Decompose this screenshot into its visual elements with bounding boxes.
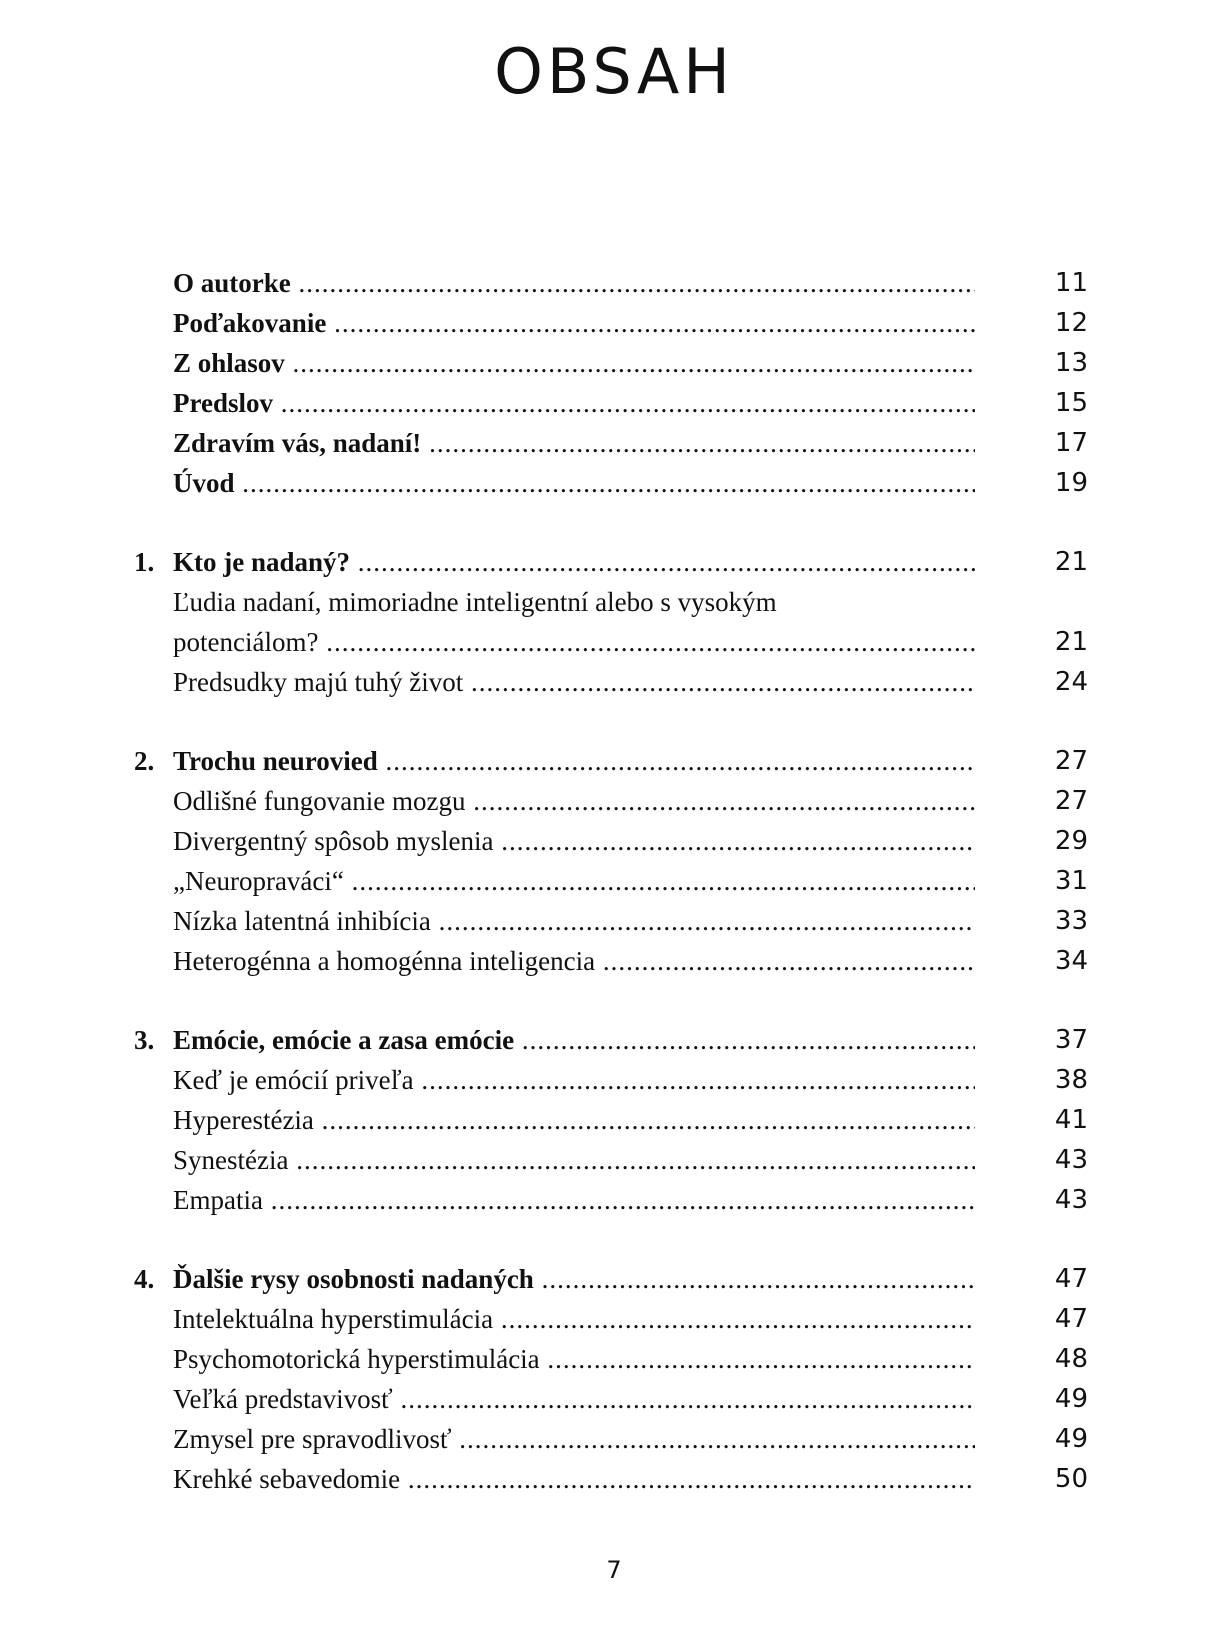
toc-entry[interactable]: [0, 263, 1228, 303]
toc-heading-title: Úvod: [173, 468, 235, 498]
toc-entry[interactable]: [0, 941, 1228, 981]
toc-entry[interactable]: [0, 662, 1228, 702]
toc-entry[interactable]: [0, 582, 1228, 662]
toc-page-number: 41: [1054, 1105, 1088, 1135]
toc-page-number: 15: [1054, 388, 1088, 418]
toc-page-number: 13: [1054, 348, 1088, 378]
toc-section: [0, 1020, 1228, 1220]
toc-entry[interactable]: [0, 1459, 1228, 1499]
chapter-number: 4.: [134, 1264, 155, 1294]
chapter-number: 2.: [134, 746, 155, 776]
toc-entry-title-continued: potenciálom?: [173, 627, 319, 657]
toc-entry[interactable]: [0, 781, 1228, 821]
toc-page-number: 11: [1054, 268, 1088, 298]
toc-page-number: 33: [1054, 906, 1088, 936]
toc-page-number: 47: [1054, 1304, 1088, 1334]
toc-entry[interactable]: [0, 1339, 1228, 1379]
toc-page-number: 37: [1054, 1025, 1088, 1055]
toc-heading-title: Kto je nadaný?: [173, 547, 351, 577]
toc-entry-title: Intelektuálna hyperstimulácia: [173, 1304, 494, 1334]
toc-entry[interactable]: [0, 1259, 1228, 1299]
toc-page-number: 27: [1054, 746, 1088, 776]
toc-heading-title: Z ohlasov: [173, 348, 285, 378]
toc-entry-title: Synestézia: [173, 1145, 289, 1175]
toc-entry[interactable]: [0, 1060, 1228, 1100]
toc-entry[interactable]: [0, 423, 1228, 463]
toc-entry[interactable]: [0, 343, 1228, 383]
toc-entry[interactable]: [0, 1020, 1228, 1060]
toc-entry[interactable]: [0, 1180, 1228, 1220]
toc-page-number: 50: [1054, 1464, 1088, 1494]
toc-entry-title: Nízka latentná inhibícia: [173, 906, 431, 936]
toc-heading-title: Trochu neurovied: [173, 746, 378, 776]
toc-entry[interactable]: [0, 901, 1228, 941]
toc-page-number: 43: [1054, 1185, 1088, 1215]
toc-entry-title: Zmysel pre spravodlivosť: [173, 1424, 452, 1454]
toc-page-number: 12: [1054, 308, 1088, 338]
toc-entry[interactable]: [0, 741, 1228, 781]
toc-entry-title: Odlišné fungovanie mozgu: [173, 786, 466, 816]
toc-section: [0, 1259, 1228, 1499]
toc-page-number: 27: [1054, 786, 1088, 816]
toc-page-number: 47: [1054, 1264, 1088, 1294]
toc-heading-title: Predslov: [173, 388, 273, 418]
toc-entry-title: Keď je emócií priveľa: [173, 1065, 414, 1095]
toc-entry[interactable]: [0, 383, 1228, 423]
toc-page-number: 38: [1054, 1065, 1088, 1095]
toc-entry-title: Ľudia nadaní, mimoriadne inteligentní alebo s vysokým: [173, 587, 777, 617]
toc-page-number: 24: [1054, 667, 1088, 697]
toc-entry-title: Predsudky majú tuhý život: [173, 667, 464, 697]
toc-entry[interactable]: [0, 1419, 1228, 1459]
page-title: OBSAH: [494, 35, 734, 108]
toc-page-number: 17: [1054, 428, 1088, 458]
toc-page-number: 19: [1054, 468, 1088, 498]
toc-section: [0, 263, 1228, 503]
toc-heading-title: Ďalšie rysy osobnosti nadaných: [173, 1264, 534, 1294]
toc-page-number: 48: [1054, 1344, 1088, 1374]
toc-entry-title: Veľká predstavivosť: [173, 1384, 393, 1414]
toc-entry-title: Empatia: [173, 1185, 263, 1215]
toc-entry[interactable]: [0, 463, 1228, 503]
toc-page-number: 49: [1054, 1424, 1088, 1454]
toc-page-number: 49: [1054, 1384, 1088, 1414]
toc-entry[interactable]: [0, 303, 1228, 343]
toc-entry-title: Psychomotorická hyperstimulácia: [173, 1344, 540, 1374]
footer-page-number: 7: [606, 1556, 622, 1584]
chapter-number: 1.: [134, 547, 155, 577]
toc-entry-title: Divergentný spôsob myslenia: [173, 826, 494, 856]
toc-entry[interactable]: [0, 821, 1228, 861]
toc-entry-title: Hyperestézia: [173, 1105, 314, 1135]
toc-entry[interactable]: [0, 1140, 1228, 1180]
toc-section: [0, 542, 1228, 702]
toc-entry[interactable]: [0, 542, 1228, 582]
toc-entry[interactable]: [0, 861, 1228, 901]
toc-page-number: 29: [1054, 826, 1088, 856]
table-of-contents: [0, 263, 1228, 1538]
toc-heading-title: Poďakovanie: [173, 308, 327, 338]
toc-heading-title: Zdravím vás, nadaní!: [173, 428, 422, 458]
toc-heading-title: Emócie, emócie a zasa emócie: [173, 1025, 515, 1055]
toc-entry-title: Heterogénna a homogénna inteligencia: [173, 946, 596, 976]
toc-entry[interactable]: [0, 1299, 1228, 1339]
toc-heading-title: O autorke: [173, 268, 291, 298]
toc-page-number: 21: [1054, 627, 1088, 657]
toc-page-number: 43: [1054, 1145, 1088, 1175]
toc-section: [0, 741, 1228, 981]
toc-page-number: 34: [1054, 946, 1088, 976]
toc-entry[interactable]: [0, 1379, 1228, 1419]
toc-entry[interactable]: [0, 1100, 1228, 1140]
chapter-number: 3.: [134, 1025, 155, 1055]
toc-page-number: 21: [1054, 547, 1088, 577]
toc-page-number: 31: [1054, 866, 1088, 896]
toc-entry-title: „Neuropraváci“: [173, 866, 344, 896]
toc-entry-title: Krehké sebavedomie: [173, 1464, 401, 1494]
